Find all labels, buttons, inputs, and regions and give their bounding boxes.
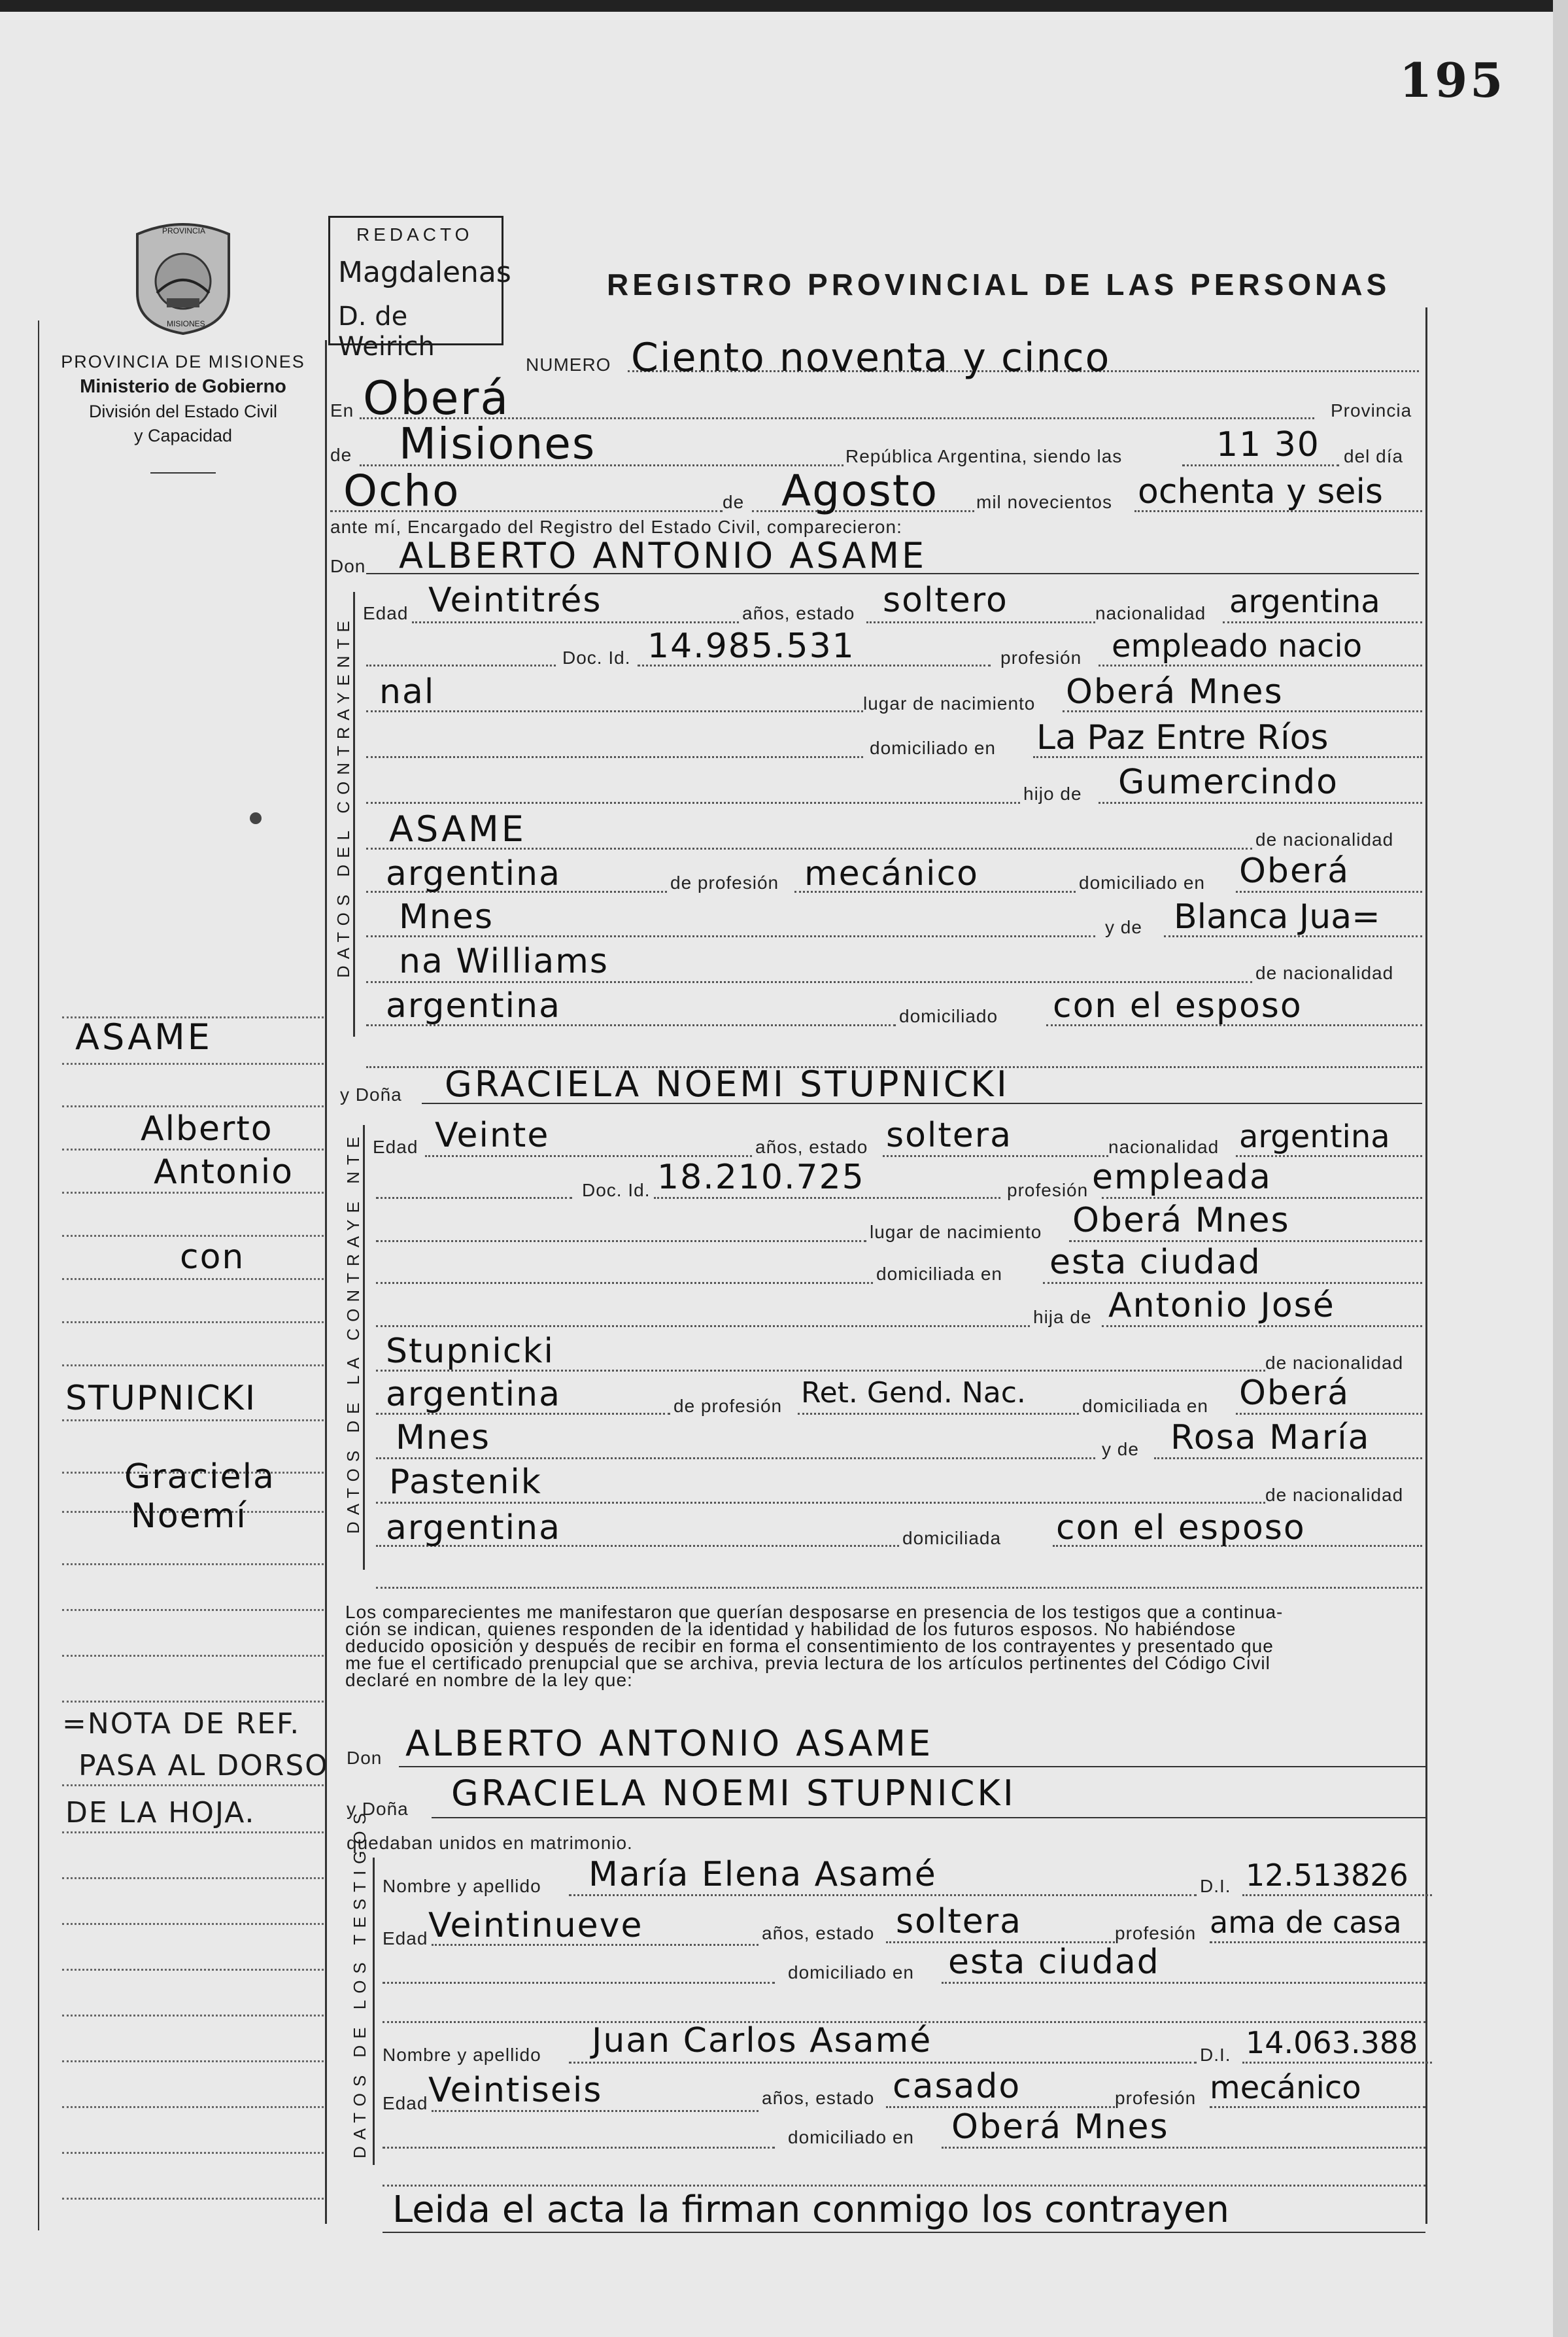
margin-line-20 [62,1923,324,1925]
groom-madre-a-value: Blanca Jua= [1174,897,1380,937]
w2-nombre-value: Juan Carlos Asamé [592,2021,932,2060]
margin-line-9 [62,1364,324,1366]
margin-given-1a: Alberto [141,1109,273,1149]
groom-padre-line [1099,802,1422,804]
groom-de-profesion-label: de profesión [670,873,779,893]
capacity-line: y Capacidad [133,426,233,445]
bride-estado-line [883,1155,1108,1157]
w1-dom-line [942,1982,1425,1984]
margin-line-25 [62,2152,324,2154]
don-label: Don [330,556,366,576]
w2-profesion-label: profesión [1115,2088,1197,2108]
w2-dom-line [942,2147,1425,2149]
margin-surname-1: ASAME [75,1016,213,1058]
bride-madre-nac-value: argentina [386,1508,561,1548]
declared-dona-line [432,1817,1425,1818]
w1-edad-label: Edad [383,1928,428,1948]
dia-value: Ocho [343,466,460,516]
bride-madre-nac-label: de nacionalidad [1265,1485,1404,1505]
groom-pre-hijo-line [366,802,1020,804]
margin-line-2 [62,1063,324,1065]
w1-profesion-label: profesión [1115,1923,1197,1943]
closing-line [383,2232,1425,2233]
bride-nacionalidad-value: argentina [1239,1118,1390,1155]
bride-lugar-value: Oberá Mnes [1072,1201,1290,1240]
bride-padre-dom2-value: Mnes [396,1418,490,1457]
w2-edad-label: Edad [383,2093,428,2113]
emblem-top-text: PROVINCIA [162,226,206,235]
ministry-line: Ministerio de Gobierno [80,376,286,397]
groom-profesion-value: empleado nacio [1112,628,1363,665]
groom-nacionalidad-value: argentina [1229,583,1380,620]
de2-label: de [723,492,745,512]
margin-given-1b: Antonio [154,1152,294,1192]
page-right-edge [1553,0,1568,2337]
bride-lugar-label: lugar de nacimiento [870,1222,1042,1242]
w2-nombre-line [569,2062,1197,2064]
w2-dom-value: Oberá Mnes [951,2107,1169,2147]
groom-madre-dom-label: domiciliado [899,1006,998,1026]
w2-pre-dom-line [383,2147,775,2149]
w2-di-line [1242,2062,1432,2064]
groom-madre-dom-value: con el esposo [1053,986,1303,1026]
stamp-line1: Magdalenas [338,256,511,289]
margin-given-2a: Graciela [124,1457,275,1497]
bride-padre-dom2-line [376,1457,1095,1459]
w1-profesion-value: ama de casa [1210,1905,1402,1940]
hora-value: 11 30 [1216,425,1320,464]
groom-padre-a-value: Gumercindo [1118,763,1338,802]
bride-doc-label: Doc. Id. [582,1180,651,1200]
groom-madre-b-line [366,981,1252,983]
groom-anos-label: años, estado [742,603,855,623]
bride-doc-value: 18.210.725 [657,1158,865,1197]
declared-dona-value: GRACIELA NOEMI STUPNICKI [451,1773,1016,1814]
bride-pre-lugar-line [376,1240,866,1242]
margin-nota-2: PASA AL DORSO [78,1749,329,1782]
provincia-value: Misiones [399,419,596,469]
margin-line-24 [62,2106,324,2108]
province-line: PROVINCIA DE MISIONES [61,352,305,372]
w2-di-label: D.I. [1200,2045,1231,2065]
witness-section-rule [373,1858,375,2165]
groom-hijo-label: hijo de [1023,784,1082,804]
groom-profesion2-line [366,710,863,712]
margin-line-22 [62,2015,324,2017]
w1-di-line [1242,1894,1432,1896]
bride-anos-label: años, estado [755,1137,868,1157]
margin-given-2b: Noemí [131,1497,247,1536]
w1-dom-value: esta ciudad [948,1943,1160,1982]
groom-pre-dom-line [366,756,863,758]
main-left-rule [325,340,327,2224]
bride-padre-b-value: Stupnicki [386,1332,554,1371]
hora-line [1182,464,1339,466]
datos-contrayente-f-label: DATOS DE LA CONTRAYE NTE [343,1130,363,1534]
w2-estado-value: casado [893,2067,1021,2106]
groom-lugar-label: lugar de nacimiento [863,693,1036,714]
groom-domiciliado-label: domiciliado en [870,738,996,758]
bride-padre-nac-label: de nacionalidad [1265,1353,1404,1373]
bride-nacionalidad-line [1236,1155,1422,1157]
margin-line-14 [62,1609,324,1611]
margin-surname-2: STUPNICKI [65,1379,257,1418]
groom-profesion2-value: nal [379,672,435,712]
margin-line-5 [62,1192,324,1194]
w1-di-label: D.I. [1200,1876,1231,1896]
bride-doc-line [654,1197,1000,1199]
bride-lugar-line [1069,1240,1422,1242]
bride-padre-line [1102,1325,1422,1327]
margin-line-17 [62,1784,324,1786]
groom-padre-b-value: ASAME [389,808,526,850]
groom-nacionalidad-line [1223,621,1422,623]
groom-padre-nac-label: de nacionalidad [1255,829,1394,850]
closing-text: Leida el acta la firman conmigo los contrayen [392,2189,1230,2231]
w2-dom-label: domiciliado en [788,2127,914,2147]
groom-pre-doc-line [366,665,556,666]
bride-madre-dom-value: con el esposo [1056,1508,1306,1548]
groom-madre-nac-value: argentina [386,986,561,1026]
de-label: de [330,445,352,465]
w1-nombre-line [569,1894,1197,1896]
groom-madre-nac-label: de nacionalidad [1255,963,1394,983]
bride-pre-hija-line [376,1325,1030,1327]
numero-value: Ciento noventa y cinco [631,335,1111,381]
republica-label: República Argentina, siendo las [845,446,1123,466]
w1-pre-dom-line [383,1982,775,1984]
w2-profesion-value: mecánico [1210,2069,1361,2106]
groom-padre-nac-value: argentina [386,854,561,893]
bride-de-profesion-label: de profesión [673,1396,783,1416]
bride-madre-dom-label: domiciliada [902,1528,1002,1548]
w1-dom-label: domiciliado en [788,1962,914,1982]
punch-hole [250,812,262,824]
margin-nota-1: =NOTA DE REF. [62,1707,301,1740]
declaration-line-5: declaré en nombre de la ley que: [345,1670,633,1690]
page-number: 195 [1399,52,1506,108]
bride-edad-value: Veinte [435,1116,550,1155]
provincia-label: Provincia [1331,400,1412,421]
bride-madre-a-value: Rosa María [1170,1418,1371,1457]
quedaban-label: quedaban unidos en matrimonio. [347,1833,633,1853]
numero-label: NUMERO [526,355,611,375]
mil-label: mil novecientos [976,492,1112,512]
w1-nombre-value: María Elena Asamé [588,1855,937,1894]
groom-edad-label: Edad [363,603,409,623]
declaration-line-2: ción se indican, quienes responden de la identidad y habilidad de los futuros esposos. No habiéndose [345,1619,1236,1639]
dona-label: y Doña [340,1084,402,1105]
bride-dom-line [1043,1282,1422,1284]
groom-padre-dom-label: domiciliado en [1079,873,1205,893]
margin-line-7 [62,1278,324,1280]
groom-name-value: ALBERTO ANTONIO ASAME [399,535,927,576]
right-rule [1425,307,1427,2224]
groom-profesion-line [1099,665,1422,666]
anio-value: ochenta y seis [1138,472,1384,511]
header-left [52,352,314,446]
bride-padre-prof-value: Ret. Gend. Nac. [801,1376,1026,1410]
document-title: REGISTRO PROVINCIAL DE LAS PERSONAS [607,268,1391,302]
bride-madre-b-value: Pastenik [389,1463,542,1502]
w1-profesion-line [1210,1941,1425,1943]
division-line: División del Estado Civil [88,402,278,421]
w2-edad-value: Veintiseis [428,2071,603,2110]
redacto-stamp [328,216,511,362]
stamp-line2: D. de Weirich [338,302,435,362]
margin-line-15 [62,1655,324,1657]
bride-profesion-line [1102,1197,1422,1199]
groom-lugar-value: Oberá Mnes [1066,672,1284,712]
bride-madre-line [1154,1457,1422,1459]
bride-profesion-label: profesión [1007,1180,1089,1200]
declaration-line-3: deducido oposición y después de recibir en forma el consentimiento de los contrayentes y presentado que [345,1636,1274,1656]
w1-estado-value: soltera [896,1902,1022,1941]
groom-estado-value: soltero [883,581,1008,620]
bride-padre-prof-line [798,1413,1079,1415]
margin-line-13 [62,1563,324,1565]
w2-anos-label: años, estado [762,2088,875,2108]
bride-padre-dom-value: Oberá [1239,1374,1350,1413]
margin-line-3 [62,1105,324,1107]
datos-testigos-label: DATOS DE LOS TESTIGOS [350,1807,369,2158]
bride-dom-value: esta ciudad [1049,1243,1261,1282]
datos-contrayente-label: DATOS DEL CONTRAYENTE [333,614,353,978]
provincial-emblem [131,221,235,336]
bride-nacionalidad-label: nacionalidad [1108,1137,1219,1157]
groom-madre-b-value: na Williams [399,942,609,981]
en-label: En [330,400,354,421]
declaration-text [345,1604,1431,1689]
w2-nombre-label: Nombre y apellido [383,2045,541,2065]
bride-profesion-value: empleada [1092,1158,1272,1197]
groom-nacionalidad-label: nacionalidad [1095,603,1206,623]
w1-edad-value: Veintinueve [428,1906,643,1945]
w-final-line [383,2185,1425,2187]
margin-line-21 [62,1969,324,1971]
del-dia-label: del día [1344,446,1404,466]
ciudad-value: Oberá [363,372,510,425]
margin-line-26 [62,2198,324,2200]
w2-edad-line [432,2110,758,2112]
groom-estado-line [866,621,1095,623]
declared-don-label: Don [347,1748,383,1768]
declared-don-line [399,1766,1425,1767]
margin-line-8 [62,1321,324,1323]
ante-mi-label: ante mí, Encargado del Registro del Estado Civil, comparecieron: [330,517,902,537]
left-margin-rule [38,320,39,2230]
page-top-edge [0,0,1568,12]
w2-profesion-line [1210,2106,1425,2108]
margin-line-16 [62,1701,324,1703]
bride-pre-doc-line [376,1197,572,1199]
header-rule [150,472,216,474]
groom-profesion-label: profesión [1000,648,1082,668]
margin-line-23 [62,2060,324,2062]
bride-hija-label: hija de [1033,1307,1092,1327]
groom-dom-value: La Paz Entre Ríos [1036,718,1329,757]
bride-domiciliada-label: domiciliada en [876,1264,1002,1284]
margin-line-18 [62,1831,324,1833]
bride-padre-nac-value: argentina [386,1375,561,1414]
w1-anos-label: años, estado [762,1923,875,1943]
w2-di-value: 14.063.388 [1246,2025,1418,2060]
bride-madre-b-line [376,1502,1265,1504]
groom-doc-label: Doc. Id. [562,648,631,668]
declaration-line-1: Los comparecientes me manifestaron que querían desposarse en presencia de los testigos que a continua- [345,1602,1284,1622]
bride-estado-value: soltera [886,1116,1012,1155]
groom-padre-dom2-value: Mnes [399,897,494,937]
margin-line-19 [62,1877,324,1879]
groom-y-de-label: y de [1105,917,1142,937]
bride-padre-a-value: Antonio José [1108,1286,1335,1325]
groom-edad-value: Veintitrés [428,581,602,620]
stamp-title: REDACTO [356,224,473,245]
bride-edad-label: Edad [373,1137,418,1157]
declaration-line-4: me fue el certificado prenupcial que se archiva, previa lectura de los artículos pertinentes del Código Civil [345,1653,1270,1673]
declared-dona-label: y Doña [347,1799,409,1819]
bride-padre-dom-label: domiciliada en [1082,1396,1208,1416]
bride-y-de-label: y de [1102,1439,1139,1459]
margin-con: con [180,1238,245,1277]
margin-nota-3: DE LA HOJA. [65,1796,256,1829]
groom-doc-value: 14.985.531 [647,627,855,666]
margin-line-6 [62,1235,324,1237]
w1-di-value: 12.513826 [1246,1858,1408,1893]
bride-padre-dom-line [1236,1413,1422,1415]
declared-don-value: ALBERTO ANTONIO ASAME [405,1723,934,1764]
mes-value: Agosto [781,466,939,516]
bride-final-line [376,1587,1422,1589]
bride-name-value: GRACIELA NOEMI STUPNICKI [445,1064,1010,1105]
emblem-bottom-text: MISIONES [167,319,205,328]
groom-padre-dom-line [1236,891,1422,893]
margin-line-10 [62,1419,324,1421]
groom-padre-prof-value: mecánico [804,854,979,893]
bride-edad-line [425,1155,752,1157]
w1-nombre-label: Nombre y apellido [383,1876,541,1896]
groom-edad-line [412,621,739,623]
groom-padre-dom-value: Oberá [1239,852,1350,891]
margin-line-4 [62,1149,324,1151]
bride-pre-dom-line [376,1282,873,1284]
